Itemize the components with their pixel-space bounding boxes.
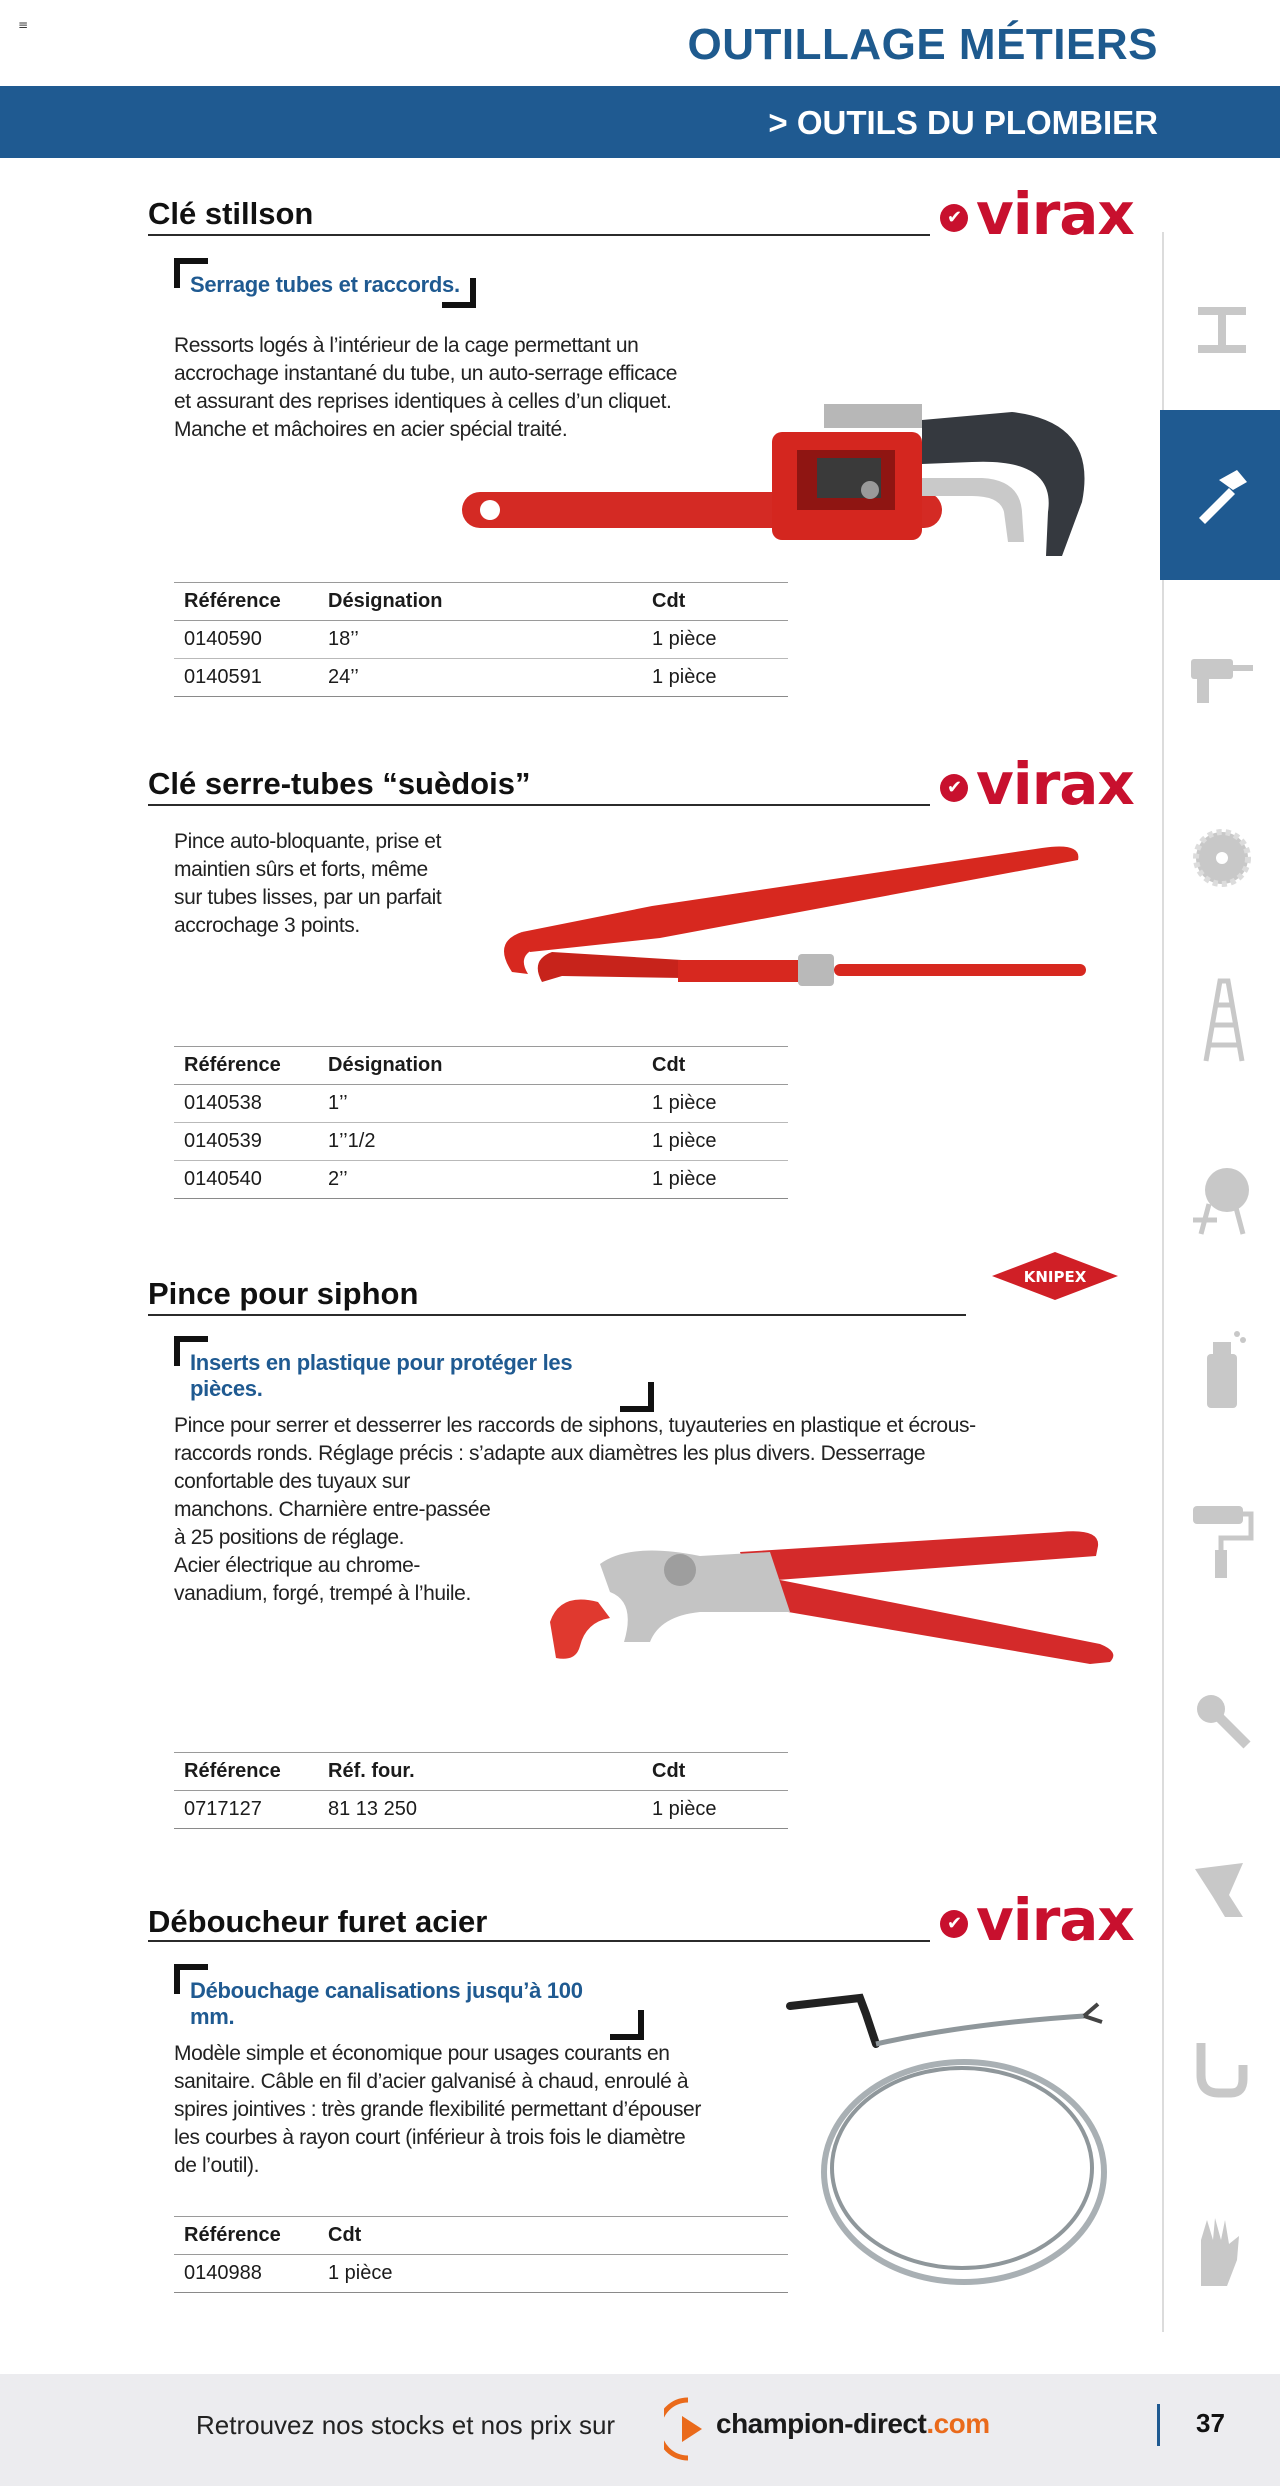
siphon-pliers-image	[540, 1512, 1124, 1692]
champion-direct-link[interactable]: champion-direct.com	[716, 2408, 990, 2439]
table-row: 0140591 24’’ 1 pièce	[174, 659, 788, 697]
table-row: 0140538 1’’ 1 pièce	[174, 1085, 788, 1123]
drain-snake-image	[784, 1984, 1124, 2304]
section-title-pince-siphon: Pince pour siphon	[148, 1276, 419, 1311]
category-subtitle: > OUTILS DU PLOMBIER	[768, 104, 1158, 141]
product-description: Pince auto-bloquante, prise et maintien sûrs et forts, même sur tubes lisses, par un parfait accrochage 3 points.	[174, 830, 442, 937]
table-row: 0717127 81 13 250 1 pièce	[174, 1791, 788, 1829]
saw-blade-icon[interactable]	[1172, 808, 1272, 908]
callout-box	[174, 1964, 644, 2040]
footer-text: Retrouvez nos stocks et nos prix sur	[196, 2410, 616, 2440]
brand-name: virax	[976, 180, 1134, 248]
brand-name: virax	[976, 1886, 1134, 1954]
callout-box	[174, 258, 476, 308]
virax-mark-icon: ✔	[940, 204, 968, 232]
menu-icon[interactable]: ≡	[18, 18, 29, 32]
category-banner	[0, 86, 1280, 158]
reference-table: Référence Désignation Cdt 0140538 1’’ 1 pièce 0140539 1’’1/2 1 pièce 0140540 2’’ 1 pièce	[174, 1046, 788, 1199]
funnel-icon[interactable]	[1172, 1840, 1272, 1940]
table-row: 0140590 18’’ 1 pièce	[174, 621, 788, 659]
table-row: 0140540 2’’ 1 pièce	[174, 1161, 788, 1199]
virax-logo	[940, 750, 1134, 818]
hammer-icon[interactable]	[1160, 410, 1280, 580]
brand-name: KNIPEX	[1023, 1268, 1087, 1286]
brand-name: virax	[976, 750, 1134, 818]
product-description: Ressorts logés à l’intérieur de la cage permettant un accrochage instantané du tube, un auto-serrage efficace et assurant des reprises identiques à celles d’un cliquet. Manche et mâchoires en acier spécial traité.	[174, 334, 677, 441]
section-divider	[148, 1940, 930, 1942]
pipe-wrench-image	[452, 392, 1132, 572]
swedish-pipe-wrench-image	[482, 842, 1102, 1042]
gloves-icon[interactable]	[1172, 2200, 1272, 2300]
spray-can-icon[interactable]	[1172, 1320, 1272, 1420]
virax-logo	[940, 180, 1134, 248]
page-title: OUTILLAGE MÉTIERS	[687, 20, 1158, 69]
section-title-cle-stillson: Clé stillson	[148, 196, 314, 231]
paint-roller-icon[interactable]	[1172, 1490, 1272, 1590]
section-divider	[148, 234, 930, 236]
callout-text: Débouchage canalisations jusqu’à 100 mm.	[190, 1978, 583, 2029]
callout-text: Serrage tubes et raccords.	[190, 272, 460, 297]
pipe-icon[interactable]	[1172, 2020, 1272, 2120]
page-footer	[0, 2374, 1280, 2486]
callout-text: Inserts en plastique pour protéger les pièces.	[190, 1350, 573, 1401]
virax-mark-icon: ✔	[940, 774, 968, 802]
beam-icon[interactable]	[1172, 280, 1272, 380]
reference-table: Référence Cdt 0140988 1 pièce	[174, 2216, 788, 2293]
callout-box	[174, 1336, 654, 1412]
knipex-logo	[988, 1250, 1122, 1302]
screw-icon[interactable]	[1172, 1670, 1272, 1770]
reference-table: Référence Désignation Cdt 0140590 18’’ 1 pièce 0140591 24’’ 1 pièce	[174, 582, 788, 697]
ladder-icon[interactable]	[1172, 970, 1272, 1070]
concrete-mixer-icon[interactable]	[1172, 1150, 1272, 1250]
section-divider	[148, 804, 930, 806]
section-title-deboucheur: Déboucheur furet acier	[148, 1904, 488, 1939]
virax-logo	[940, 1886, 1134, 1954]
footer-separator	[1157, 2404, 1160, 2446]
table-row: 0140539 1’’1/2 1 pièce	[174, 1123, 788, 1161]
section-divider	[148, 1314, 966, 1316]
drill-icon[interactable]	[1172, 630, 1272, 730]
product-description: Modèle simple et économique pour usages courants en sanitaire. Câble en fil d’acier galvanisé à chaud, enroulé à spires jointives : très grande flexibilité permettant d’épouser les courbes à rayon court (inférieur à trois fois le diamètre de l’outil).	[174, 2042, 701, 2177]
product-description: Pince pour serrer et desserrer les raccords de siphons, tuyauteries en plastique et écrous- raccords ronds. Réglage précis : s’adapte aux diamètres les plus divers. Desserrage confortable des tuyaux sur manchons. Charnière entre-passée à 25 positions de réglage. Acier électrique au chrome- vanadium, forgé, trempé à l’huile.	[174, 1414, 976, 1605]
virax-mark-icon: ✔	[940, 1910, 968, 1938]
table-row: 0140988 1 pièce	[174, 2255, 788, 2293]
page-number: 37	[1196, 2408, 1225, 2438]
section-title-cle-serre-tubes: Clé serre-tubes “suèdois”	[148, 766, 531, 801]
champion-direct-logo-icon	[664, 2394, 714, 2464]
reference-table: Référence Réf. four. Cdt 0717127 81 13 250 1 pièce	[174, 1752, 788, 1829]
